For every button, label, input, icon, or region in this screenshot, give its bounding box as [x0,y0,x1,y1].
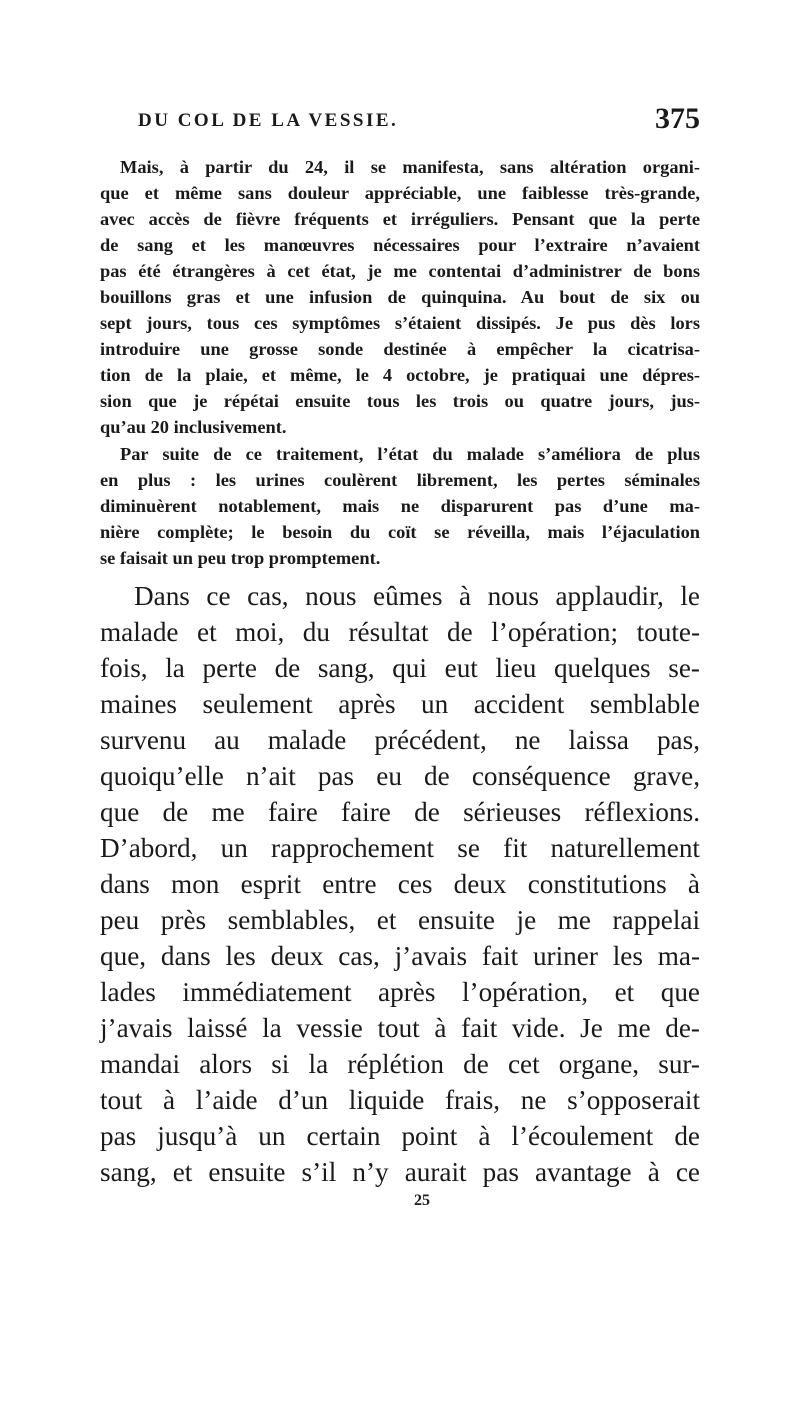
text-line: sept jours, tous ces symptômes s’étaient dissipés. Je pus dès lors [100,313,700,333]
text-line: malade et moi, du résultat de l’opération; toute- [100,617,700,647]
text-line: j’avais laissé la vessie tout à fait vide. Je me de- [100,1013,700,1043]
text-line: mandai alors si la réplétion de cet organe, sur- [100,1049,700,1079]
text-line: tion de la plaie, et même, le 4 octobre, je pratiquai une dépres- [100,365,700,385]
text-line: lades immédiatement après l’opération, et que [100,977,700,1007]
text-line: pas été étrangères à cet état, je me contentai d’administrer de bons [100,261,700,281]
running-head: DU COL DE LA VESSIE. [138,110,399,131]
text-line: fois, la perte de sang, qui eut lieu quelques se- [100,653,700,683]
text-line: quoiqu’elle n’ait pas eu de conséquence grave, [100,761,700,791]
signature-mark: 25 [414,1192,430,1209]
text-line: tout à l’aide d’un liquide frais, ne s’opposerait [100,1085,700,1115]
text-line: introduire une grosse sonde destinée à empêcher la cicatrisa- [100,339,700,359]
text-line: qu’au 20 inclusivement. [100,417,287,437]
text-line: de sang et les manœuvres nécessaires pour l’extraire n’avaient [100,235,700,255]
text-line: que, dans les deux cas, j’avais fait uriner les ma- [100,941,700,971]
text-line: Dans ce cas, nous eûmes à nous applaudir, le [134,581,700,611]
page-header [100,102,700,142]
text-line: diminuèrent notablement, mais ne disparurent pas d’une ma- [100,496,700,516]
text-line: en plus : les urines coulèrent librement, les pertes séminales [100,470,700,490]
text-line: pas jusqu’à un certain point à l’écoulement de [100,1121,700,1151]
page-number: 375 [655,102,700,135]
text-line: nière complète; le besoin du coït se réveilla, mais l’éjaculation [100,522,700,542]
text-line: dans mon esprit entre ces deux constitutions à [100,869,700,899]
text-line: D’abord, un rapprochement se fit naturellement [100,833,700,863]
text-line: maines seulement après un accident semblable [100,689,700,719]
text-line: Par suite de ce traitement, l’état du malade s’améliora de plus [120,444,700,464]
text-line: que et même sans douleur appréciable, une faiblesse très-grande, [100,183,700,203]
text-line: se faisait un peu trop promptement. [100,548,381,568]
text-line: peu près semblables, et ensuite je me rappelai [100,905,700,935]
text-line: que de me faire faire de sérieuses réflexions. [100,797,700,827]
text-line: sang, et ensuite s’il n’y aurait pas avantage à ce [100,1157,700,1187]
text-line: sion que je répétai ensuite tous les trois ou quatre jours, jus- [100,391,700,411]
text-line: bouillons gras et une infusion de quinquina. Au bout de six ou [100,287,700,307]
text-line: survenu au malade précédent, ne laissa pas, [100,725,700,755]
text-line: Mais, à partir du 24, il se manifesta, sans altération organi- [120,157,700,177]
text-line: avec accès de fièvre fréquents et irréguliers. Pensant que la perte [100,209,700,229]
